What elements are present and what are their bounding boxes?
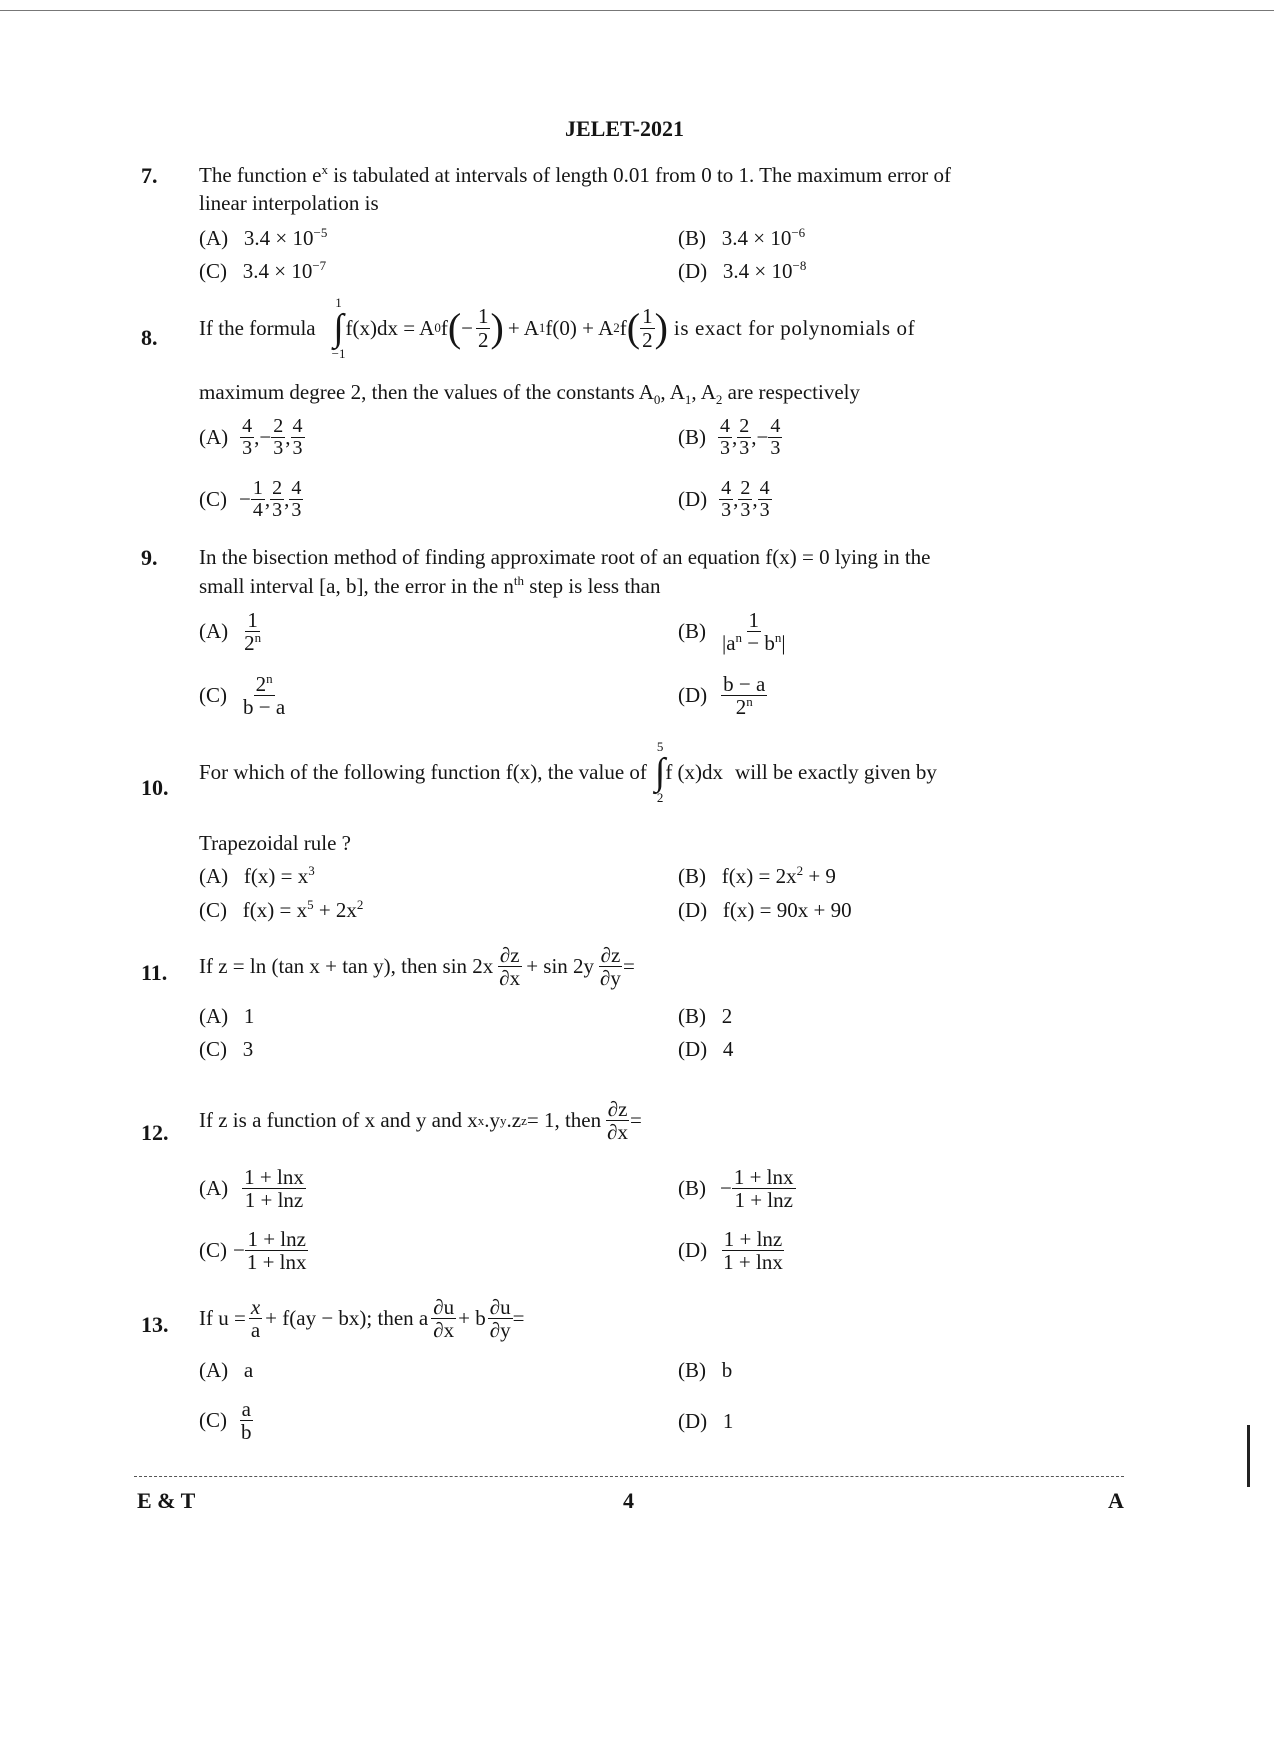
integral-sign: 5 ∫ 2 — [654, 739, 666, 805]
question-13-text: If u = $\frac{x}{a}$ + f(ay − bx); then a $\frac{\partial u}{\partial x}$ + b $\frac{\partial u}{\partial y}$ = — [199, 1295, 525, 1343]
question-11-text: If z = ln (tan x + tan y), then sin 2x $\frac{\partial z}{\partial x}$ + sin 2y $\frac{\partial z}{\partial y}$ = — [199, 943, 635, 991]
q9-option-a: (A) $\frac{1}{2^n}$ — [199, 608, 262, 656]
q7-option-c: (C) $3.4 \times 10^{-7}$ — [199, 258, 327, 283]
integral-sign: 1 ∫ −1 — [331, 295, 346, 361]
q9-option-b: (B) $\frac{1}{|a^n - b^n|}$ — [678, 608, 786, 656]
q7-option-b: (B) $3.4 \times 10^{-6}$ — [678, 225, 806, 250]
q8-option-c: (C) − $\frac{1}{4}$ , $\frac{2}{3}$ , $\frac{4}{3}$ — [199, 477, 302, 521]
page-title: JELET-2021 — [565, 116, 685, 141]
footer-divider — [134, 1476, 1124, 1477]
question-7-text-line2: linear interpolation is — [199, 191, 379, 215]
question-11-number: 11. — [141, 960, 168, 985]
question-8-number: 8. — [141, 325, 158, 350]
q12-option-d: (D) $\frac{1 + \ln z}{1 + \ln x}$ — [678, 1227, 783, 1275]
footer-right: A — [1108, 1488, 1124, 1513]
q9-option-d: (D) $\frac{b - a}{2^n}$ — [678, 672, 766, 720]
footer-left: E & T — [137, 1488, 196, 1513]
q8-option-b: (B) $\frac{4}{3}$ , $\frac{2}{3}$ , − $\frac{4}{3}$ — [678, 415, 781, 459]
page-number: 4 — [623, 1488, 634, 1513]
top-rule — [0, 10, 1274, 11]
question-7-text: The function $e^x$ is tabulated at intervals of length 0.01 from 0 to 1. The maximum error of — [199, 162, 952, 187]
q13-option-d: (D) 1 — [678, 1409, 734, 1433]
q8-option-a: (A) $\frac{4}{3}$ , − $\frac{2}{3}$ , $\frac{4}{3}$ — [199, 415, 303, 459]
question-12-text: If z is a function of x and y and x x .y y .z z = 1, then $\frac{\partial z}{\partial x}$ = — [199, 1097, 642, 1145]
question-9-text-line2: small interval [a, b], the error in the $n^{th}$ step is less than — [199, 573, 661, 598]
question-8-text-line2: maximum degree 2, then the values of the constants $A_0$, $A_1$, $A_2$ are respectively — [199, 380, 861, 408]
q10-option-b: (B) $f(x) = 2x^2 + 9$ — [678, 863, 836, 888]
q10-option-c: (C) $f(x) = x^5 + 2x^2$ — [199, 897, 364, 922]
q11-option-c: (C) 3 — [199, 1037, 254, 1061]
question-10-number: 10. — [141, 775, 169, 800]
question-9-number: 9. — [141, 545, 158, 570]
q12-option-a: (A) $\frac{1 + \ln x}{1 + \ln z}$ — [199, 1165, 304, 1213]
q11-option-a: (A) 1 — [199, 1004, 255, 1028]
q12-option-c: (C) − $\frac{1 + \ln z}{1 + \ln x}$ — [199, 1227, 307, 1275]
q13-option-b: (B) b — [678, 1358, 733, 1382]
q10-option-a: (A) $f(x) = x^3$ — [199, 863, 315, 888]
question-13-number: 13. — [141, 1312, 169, 1337]
q11-option-d: (D) 4 — [678, 1037, 734, 1061]
q7-option-d: (D) $3.4 \times 10^{-8}$ — [678, 258, 807, 283]
q10-option-d: (D) f(x) = 90x + 90 — [678, 898, 852, 922]
q7-option-a: (A) $3.4 \times 10^{-5}$ — [199, 225, 328, 250]
question-12-number: 12. — [141, 1120, 169, 1145]
q13-option-c: (C) $\frac{a}{b}$ — [199, 1397, 252, 1445]
margin-mark — [1247, 1425, 1250, 1487]
question-10-text: For which of the following function f(x), the value of 5 ∫ 2 f (x)dx will be exactly given by — [199, 739, 937, 805]
q9-option-c: (C) $\frac{2^n}{b - a}$ — [199, 671, 286, 720]
question-9-text: In the bisection method of finding approximate root of an equation f(x) = 0 lying in the — [199, 545, 931, 569]
q13-option-a: (A) a — [199, 1358, 254, 1382]
question-8-formula: If the formula 1 ∫ −1 f(x)dx = A 0 f ( − $\frac{1}{2}$ ) + A 1 f(0) + A 2 f ( $\frac{1}{2}$ ) is exact for polynomials of — [199, 295, 916, 361]
question-7-number: 7. — [141, 163, 158, 188]
q11-option-b: (B) 2 — [678, 1004, 733, 1028]
q12-option-b: (B) − $\frac{1 + \ln x}{1 + \ln z}$ — [678, 1165, 794, 1213]
q8-option-d: (D) $\frac{4}{3}$ , $\frac{2}{3}$ , $\frac{4}{3}$ — [678, 477, 770, 521]
question-10-text-line2: Trapezoidal rule ? — [199, 831, 352, 855]
